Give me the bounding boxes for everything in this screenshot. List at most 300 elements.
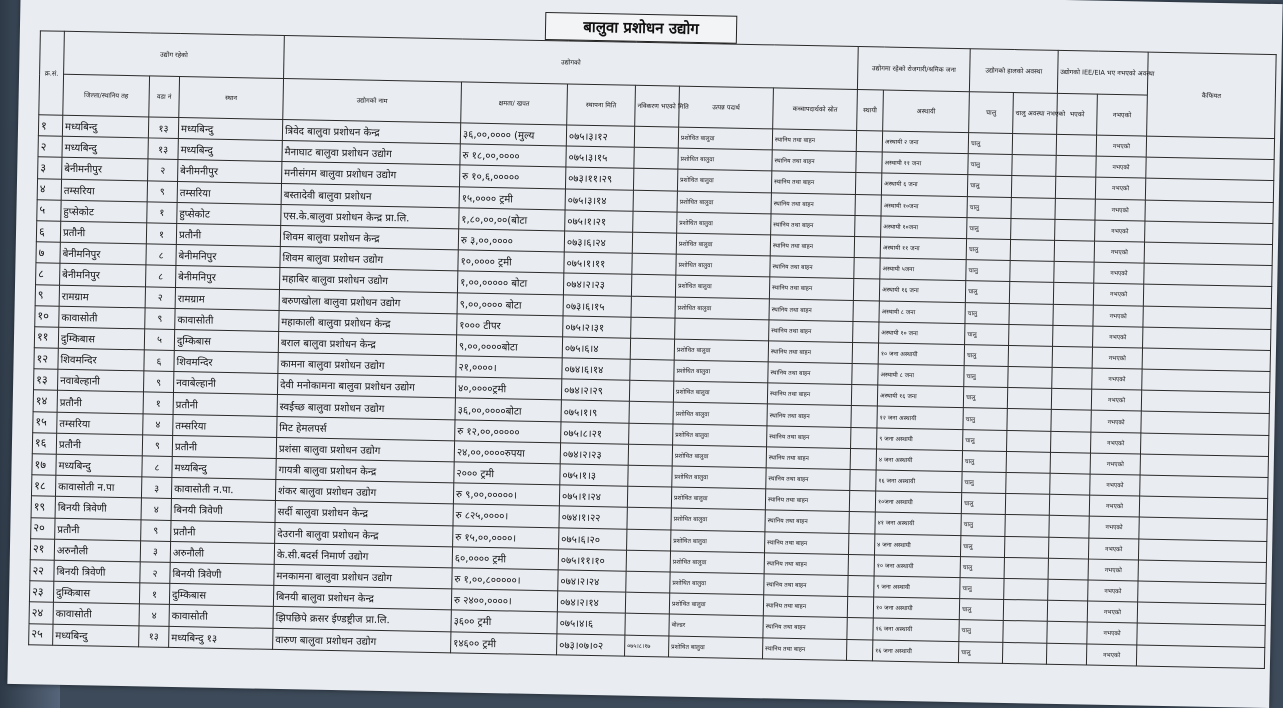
row-established-date: ०७४।६।१४ — [562, 358, 630, 380]
header-ward: वडा नं — [149, 76, 180, 118]
row-iee-done — [1046, 643, 1086, 665]
row-product: प्रशोधित बालुवा — [674, 360, 768, 383]
header-permanent: स्थायी — [857, 90, 884, 131]
row-iee-not-done: नभएको — [1094, 241, 1144, 263]
row-capacity: ३६०० ट्रमी — [451, 610, 557, 633]
row-iee-not-done: नभएको — [1095, 199, 1145, 221]
row-permanent-staff — [850, 448, 876, 470]
row-product: प्रशोधित बालुवा — [677, 212, 771, 235]
row-district: कावासोती — [53, 603, 139, 626]
header-sn: क्र.सं. — [39, 31, 65, 115]
row-serial-number: २१ — [30, 538, 54, 560]
row-remarks — [1140, 475, 1268, 499]
row-status-closed — [1006, 451, 1050, 473]
row-ward-number: २ — [148, 159, 178, 181]
row-status-running: चालु — [964, 366, 1008, 388]
row-district: बेनीमनिपुर — [60, 242, 146, 265]
row-ward-number: ८ — [146, 244, 176, 266]
row-renewal-date — [633, 169, 677, 191]
row-renewal-date — [625, 613, 669, 635]
row-established-date: ०७३।११।२९ — [565, 167, 633, 189]
row-ward-number: १ — [146, 223, 176, 245]
row-status-closed — [1011, 176, 1055, 198]
row-status-closed — [1005, 536, 1049, 558]
row-capacity: १०,०००० ट्रमी — [458, 250, 564, 273]
row-permanent-staff — [854, 258, 880, 280]
row-place: अरुनौली — [170, 541, 274, 564]
row-raw-material-source: स्थानिय तथा बाहन — [767, 383, 851, 406]
row-district: शिवमन्दिर — [58, 348, 144, 371]
row-remarks — [1145, 200, 1273, 224]
row-capacity: २१,००००। — [456, 356, 562, 379]
industry-table — [28, 30, 1277, 668]
row-permanent-staff — [849, 491, 875, 513]
row-ward-number: ९ — [142, 435, 172, 457]
row-capacity: ४०,००००ट्रमी — [455, 377, 561, 400]
row-iee-done — [1055, 198, 1095, 220]
row-established-date: ०७५।३।१४ — [565, 189, 633, 211]
row-temporary-staff: अस्थायी १०जना — [881, 216, 967, 239]
row-raw-material-source: स्थानिय तथा बाहन — [764, 553, 848, 576]
row-iee-done — [1049, 516, 1089, 538]
row-remarks — [1136, 644, 1264, 668]
row-place: दुम्किबास — [169, 584, 273, 607]
row-temporary-staff: १२ जना अस्थायी — [877, 406, 963, 429]
row-ward-number: ४ — [141, 498, 171, 520]
row-renewal-date — [627, 529, 671, 551]
row-iee-not-done: नभएको — [1088, 538, 1138, 560]
row-serial-number: २० — [31, 517, 55, 539]
row-raw-material-source: स्थानिय तथा बाहन — [770, 235, 854, 258]
row-status-running: चालु — [966, 260, 1010, 282]
row-place: दुम्किबास — [174, 329, 278, 352]
row-capacity: रु १,००,८०००००। — [452, 568, 558, 591]
row-iee-not-done: नभएको — [1091, 411, 1141, 433]
row-place: बेनीमनिपुर — [176, 245, 280, 268]
row-status-running: चालु — [968, 154, 1012, 176]
row-permanent-staff — [847, 618, 873, 640]
row-permanent-staff — [852, 364, 878, 386]
row-district: बेनीमनीपुर — [62, 158, 148, 181]
row-iee-done — [1053, 325, 1093, 347]
row-established-date: ०७५।२।३१ — [563, 316, 631, 338]
row-serial-number: १७ — [32, 454, 56, 476]
row-status-closed — [1010, 239, 1054, 261]
row-established-date: ०७५।१।११ — [564, 252, 632, 274]
row-place: प्रतौनी — [173, 393, 277, 416]
row-established-date: ०७५।१।२४ — [559, 485, 627, 507]
row-status-closed — [1004, 557, 1048, 579]
row-capacity: ९,००,०००० बोटा — [457, 292, 563, 315]
row-capacity: रु २४००,००००। — [451, 589, 557, 612]
row-established-date: ०७५।४।६ — [557, 612, 625, 634]
row-iee-not-done: नभएको — [1095, 220, 1145, 242]
row-status-running: चालु — [967, 196, 1011, 218]
row-status-running: चालु — [962, 472, 1006, 494]
row-ward-number: १३ — [139, 625, 169, 647]
row-status-running: चालु — [963, 408, 1007, 430]
row-district: तम्सरिया — [61, 179, 147, 202]
row-iee-done — [1055, 177, 1095, 199]
row-renewal-date — [634, 147, 678, 169]
row-industry-name: झिपछिपे क्रसर ईण्डष्ट्रीज प्रा.लि. — [273, 607, 451, 632]
header-industry-name: उद्योगको नाम — [283, 79, 462, 123]
row-permanent-staff — [848, 554, 874, 576]
row-temporary-staff: १६ जना अस्थायी — [876, 470, 962, 493]
row-iee-done — [1048, 558, 1088, 580]
row-ward-number: २ — [140, 562, 170, 584]
row-status-closed — [1007, 388, 1051, 410]
row-ward-number: १ — [147, 202, 177, 224]
row-raw-material-source: स्थानिय तथा बाहन — [764, 574, 848, 597]
row-established-date: ०७५।६।४ — [562, 337, 630, 359]
row-status-running: चालु — [961, 493, 1005, 515]
row-remarks — [1138, 539, 1266, 563]
row-iee-done — [1048, 579, 1088, 601]
row-iee-not-done: नभएको — [1090, 453, 1140, 475]
row-district: तम्सरिया — [57, 412, 143, 435]
table-body — [29, 115, 1275, 668]
row-temporary-staff: अस्थायी २ जना — [882, 131, 968, 154]
row-temporary-staff: १६ जना अस्थायी — [872, 639, 958, 662]
row-remarks — [1145, 178, 1273, 202]
header-renewal-date: नविकरण भएको मिति — [635, 85, 680, 127]
row-raw-material-source: स्थानिय तथा बाहन — [770, 256, 854, 279]
row-product: प्रशोधित बालुवा — [677, 169, 771, 192]
row-capacity: १५,०००० ट्रमी — [459, 186, 565, 209]
row-raw-material-source: स्थानिय तथा बाहन — [766, 468, 850, 491]
row-iee-done — [1048, 537, 1088, 559]
row-status-running: चालु — [959, 599, 1003, 621]
row-district: मध्यबिन्दु — [62, 136, 148, 159]
row-temporary-staff: अस्थायी ८ जना — [878, 364, 964, 387]
row-renewal-date — [628, 444, 672, 466]
row-serial-number: १५ — [33, 411, 57, 433]
row-iee-done — [1051, 389, 1091, 411]
row-status-closed — [1003, 600, 1047, 622]
row-district: बिनयी त्रिवेणी — [54, 560, 140, 583]
row-industry-name: देउरानी बालुवा प्रशोधन केन्द्र — [275, 522, 453, 547]
row-status-running: चालु — [967, 175, 1011, 197]
row-capacity: २००० ट्रमी — [454, 462, 560, 485]
row-place: मध्यबिन्दु — [172, 456, 276, 479]
row-permanent-staff — [855, 194, 881, 216]
row-ward-number: ४ — [139, 604, 169, 626]
row-renewal-date — [634, 126, 678, 148]
row-status-running: चालु — [964, 345, 1008, 367]
row-product: प्रशोधित बालुवा — [675, 297, 769, 320]
row-temporary-staff: अस्थायी ११ जना — [880, 237, 966, 260]
row-temporary-staff: अस्थायी ८ जना — [879, 300, 965, 323]
header-source: कच्चापदार्थको स्रोत — [773, 88, 858, 131]
row-industry-name: महाकाली बालुवा प्रशोधन केन्द्र — [279, 310, 457, 335]
row-permanent-staff — [855, 173, 881, 195]
row-status-running: चालु — [965, 323, 1009, 345]
row-permanent-staff — [849, 512, 875, 534]
header-iee-group: उद्योगको IEE/EIA भए नभएको अवस्था — [1057, 50, 1148, 95]
row-ward-number: ३ — [140, 541, 170, 563]
row-remarks — [1139, 496, 1267, 520]
row-place: तम्सरिया — [177, 181, 281, 204]
row-serial-number: १८ — [31, 475, 55, 497]
row-remarks — [1143, 327, 1271, 351]
row-product: प्रशोधित बालुवा — [671, 508, 765, 531]
row-status-closed — [1009, 324, 1053, 346]
row-raw-material-source: स्थानिय तथा बाहन — [771, 214, 855, 237]
header-district: जिल्ला/स्थानिय तह — [63, 74, 150, 117]
row-established-date: ०७५।६।२० — [559, 527, 627, 549]
row-iee-done — [1052, 346, 1092, 368]
row-remarks — [1140, 454, 1268, 478]
row-renewal-date — [629, 402, 673, 424]
row-status-running: चालु — [968, 133, 1012, 155]
row-iee-not-done: नभएको — [1093, 326, 1143, 348]
row-remarks — [1145, 221, 1273, 245]
row-status-running: चालु — [960, 556, 1004, 578]
row-iee-not-done: नभएको — [1087, 622, 1137, 644]
row-industry-name: गायत्री बालुवा प्रशोधन केन्द्र — [276, 458, 454, 483]
header-iee-not-done: नभएको — [1097, 94, 1148, 136]
row-place: प्रतौनी — [171, 520, 275, 543]
row-established-date: ०७५।८।२१ — [561, 422, 629, 444]
row-serial-number: ९ — [35, 284, 59, 306]
row-established-date: ०७४।२।२३ — [560, 443, 628, 465]
row-industry-name: के.सी.बदर्स निमार्ण उद्योग — [274, 543, 452, 568]
row-iee-not-done: नभएको — [1089, 516, 1139, 538]
row-serial-number: ५ — [37, 200, 61, 222]
row-capacity: १,८०,००,००(बोटा — [459, 208, 565, 231]
row-industry-name: वारुण बालुवा प्रशोधन उद्योग — [273, 628, 451, 653]
row-established-date: ०७५।१।९ — [561, 400, 629, 422]
row-raw-material-source: स्थानिय तथा बाहन — [771, 192, 855, 215]
row-temporary-staff: अस्थायी १६ जना — [879, 279, 965, 302]
row-temporary-staff: अस्थायी १० जना — [879, 322, 965, 345]
row-status-closed — [1011, 218, 1055, 240]
row-remarks — [1143, 284, 1271, 308]
row-industry-name: मिट हेमलपर्स — [277, 416, 455, 441]
row-industry-name: शिवम बालुवा प्रशोधन केन्द्र — [280, 225, 458, 250]
row-status-running: चालु — [960, 578, 1004, 600]
row-raw-material-source: स्थानिय तथा बाहन — [763, 595, 847, 618]
row-serial-number: २४ — [29, 602, 53, 624]
row-status-running: चालु — [962, 450, 1006, 472]
row-product: प्रशोधित बालुवा — [673, 381, 767, 404]
row-district: नवाबेल्हानी — [57, 369, 143, 392]
row-ward-number: १३ — [148, 117, 178, 139]
row-industry-name: बराल बालुवा प्रशोधन केन्द्र — [278, 331, 456, 356]
row-serial-number: ११ — [34, 327, 58, 349]
header-industry-group: उद्योगको — [284, 36, 859, 90]
row-renewal-date — [629, 380, 673, 402]
row-capacity: रु १८,००,०००० — [460, 144, 566, 167]
row-place: बिनयी त्रिवेणी — [171, 499, 275, 522]
row-industry-name: महाबिर बालुवा प्रशोधन उद्योग — [279, 268, 457, 293]
row-product: प्रशोधित बालुवा — [678, 148, 772, 171]
row-capacity: रु १०,६,००००० — [459, 165, 565, 188]
row-temporary-staff: १० जना अस्थायी — [874, 555, 960, 578]
row-ward-number: ८ — [146, 265, 176, 287]
row-serial-number: १२ — [34, 348, 58, 370]
header-product: उत्पन्न पदार्थ — [679, 86, 774, 129]
row-industry-name: एस.के.बालुवा प्रशोधन केन्द्र प्रा.लि. — [281, 204, 459, 229]
row-permanent-staff — [851, 385, 877, 407]
row-remarks — [1137, 602, 1265, 626]
row-established-date: ०७५।१।३ — [560, 464, 628, 486]
row-iee-done — [1053, 304, 1093, 326]
row-raw-material-source: स्थानिय तथा बाहन — [768, 341, 852, 364]
row-temporary-staff: १० जना अस्थायी — [873, 597, 959, 620]
row-place: कावासोती — [169, 605, 273, 628]
row-place: नवाबेल्हानी — [173, 372, 277, 395]
row-renewal-date — [630, 359, 674, 381]
row-status-closed — [1002, 642, 1046, 664]
row-district: प्रतौनी — [60, 221, 146, 244]
row-remarks — [1141, 433, 1269, 457]
row-renewal-date — [631, 296, 675, 318]
row-place: प्रतौनी — [172, 435, 276, 458]
row-raw-material-source: स्थानिय तथा बाहन — [767, 404, 851, 427]
row-industry-name: बरुणखोला बालुवा प्रशोधन उद्योग — [279, 289, 457, 314]
row-ward-number: ९ — [145, 308, 175, 330]
row-temporary-staff: ४ जना अस्थायी — [875, 534, 961, 557]
row-ward-number: १३ — [148, 138, 178, 160]
row-ward-number: ६ — [144, 350, 174, 372]
row-ward-number: ३ — [141, 477, 171, 499]
row-place: मध्यबिन्दु १३ — [169, 626, 273, 649]
row-temporary-staff: ९ जना अस्थायी — [877, 428, 963, 451]
row-iee-not-done: नभएको — [1092, 368, 1142, 390]
row-iee-not-done: नभएको — [1092, 347, 1142, 369]
row-place: बेनीमनीपुर — [178, 160, 282, 183]
row-iee-not-done: नभएको — [1095, 177, 1145, 199]
row-industry-name: मनकामना बालुवा प्रशोधन उद्योग — [274, 564, 452, 589]
row-capacity: रु १५,००,००००। — [453, 525, 559, 548]
row-product: बोल्डर — [669, 614, 763, 637]
row-remarks — [1141, 390, 1269, 414]
row-ward-number: ९ — [143, 371, 173, 393]
row-permanent-staff — [846, 639, 872, 661]
row-iee-done — [1052, 367, 1092, 389]
row-serial-number: १० — [35, 305, 59, 327]
row-capacity: ६०,०००० ट्रमी — [452, 547, 558, 570]
row-raw-material-source: स्थानिय तथा बाहन — [771, 171, 855, 194]
row-permanent-staff — [854, 236, 880, 258]
row-industry-name: शिवम बालुवा प्रशोधन उद्योग — [280, 247, 458, 272]
row-status-closed — [1009, 282, 1053, 304]
row-serial-number: २ — [38, 136, 62, 158]
row-capacity: रु ८२५,००००। — [453, 504, 559, 527]
header-place: स्थान — [179, 77, 284, 120]
row-permanent-staff — [853, 321, 879, 343]
row-iee-done — [1050, 473, 1090, 495]
row-renewal-date — [633, 190, 677, 212]
row-ward-number: १ — [143, 392, 173, 414]
row-place: कावासोती — [175, 308, 279, 331]
row-industry-name: शंकर बालुवा प्रशोधन उद्योग — [275, 480, 453, 505]
row-product: प्रशोधित बालुवा — [671, 487, 765, 510]
row-iee-done — [1056, 156, 1096, 178]
row-raw-material-source: स्थानिय तथा बाहन — [769, 320, 853, 343]
header-remarks: कैफियत — [1147, 52, 1277, 138]
row-industry-name: मैनाघाट बालुवा प्रशोधन उद्योग — [282, 141, 460, 166]
row-established-date: ०७४।२।१४ — [557, 591, 625, 613]
row-permanent-staff — [855, 215, 881, 237]
row-temporary-staff: अस्थायी ५जना — [880, 258, 966, 281]
row-remarks — [1146, 136, 1274, 160]
row-status-closed — [1009, 303, 1053, 325]
row-established-date: ०७५।३।१२ — [566, 125, 634, 147]
row-status-running: चालु — [959, 620, 1003, 642]
row-iee-not-done: नभएको — [1091, 432, 1141, 454]
row-established-date: ०७४।२।२४ — [558, 570, 626, 592]
row-iee-done — [1056, 134, 1096, 156]
row-serial-number: २५ — [29, 623, 53, 645]
row-district: हुप्सेकोट — [61, 200, 147, 223]
row-place: बेनीमनिपुर — [176, 266, 280, 289]
row-district: कावासोती न.पा — [55, 475, 141, 498]
row-product: प्रशोधित बालुवा — [677, 191, 771, 214]
document-title: बालुवा प्रशोधन उद्योग — [545, 12, 738, 44]
row-iee-not-done: नभएको — [1096, 156, 1146, 178]
row-ward-number: ९ — [141, 519, 171, 541]
row-status-running: चालु — [961, 535, 1005, 557]
row-renewal-date — [629, 423, 673, 445]
row-status-running: चालु — [965, 281, 1009, 303]
row-renewal-date — [632, 253, 676, 275]
row-industry-name: बस्तादेवी बालुवा प्रशोधन — [281, 183, 459, 208]
row-temporary-staff: अस्थायी १६ जना — [877, 385, 963, 408]
document-sheet — [7, 0, 1282, 708]
row-remarks — [1146, 157, 1274, 181]
row-renewal-date — [631, 275, 675, 297]
row-renewal-date — [631, 317, 675, 339]
row-district: मध्यबिन्दु — [62, 115, 148, 138]
row-product: प्रशोधित बालुवा — [669, 593, 763, 616]
row-place: रामग्राम — [175, 287, 279, 310]
row-place: शिवमन्दिर — [174, 351, 278, 374]
row-renewal-date — [632, 232, 676, 254]
row-status-running: चालु — [963, 429, 1007, 451]
row-status-closed — [1008, 345, 1052, 367]
row-industry-name: कामना बालुवा प्रशोधन उद्योग — [278, 353, 456, 378]
row-iee-done — [1047, 600, 1087, 622]
row-remarks — [1138, 581, 1266, 605]
row-serial-number: २३ — [29, 581, 53, 603]
row-temporary-staff: अस्थायी ६ जना — [881, 173, 967, 196]
row-iee-not-done: नभएको — [1096, 135, 1146, 157]
header-employment-group: उद्योगमा रहेको रोजगारी/श्रमिक जना — [857, 47, 970, 92]
row-capacity: ९,००,००००बोटा — [456, 335, 562, 358]
row-place: तम्सरिया — [173, 414, 277, 437]
row-district: रामग्राम — [59, 285, 145, 308]
row-renewal-date — [626, 571, 670, 593]
row-industry-name: त्रिवेद बालुवा प्रशोधन केन्द्र — [282, 120, 460, 145]
row-product: प्रशोधित बालुवा — [675, 275, 769, 298]
header-temporary: अस्थायी — [883, 90, 970, 133]
row-established-date: ०७५।११।१० — [558, 549, 626, 571]
row-established-date: ०७४।२।२३ — [563, 273, 631, 295]
row-renewal-date: ०७५।८।१७ — [625, 635, 669, 657]
row-temporary-staff: १०जना अस्थायी — [875, 491, 961, 514]
header-established-date: स्थापना मिति — [567, 84, 636, 126]
row-status-closed — [1005, 515, 1049, 537]
row-established-date: ०७३।६।२४ — [564, 231, 632, 253]
row-iee-not-done: नभएको — [1087, 601, 1137, 623]
row-capacity: रु ९,००,०००००। — [453, 483, 559, 506]
row-district: प्रतौनी — [56, 433, 142, 456]
row-serial-number: १ — [38, 115, 62, 137]
row-ward-number: ८ — [142, 456, 172, 478]
